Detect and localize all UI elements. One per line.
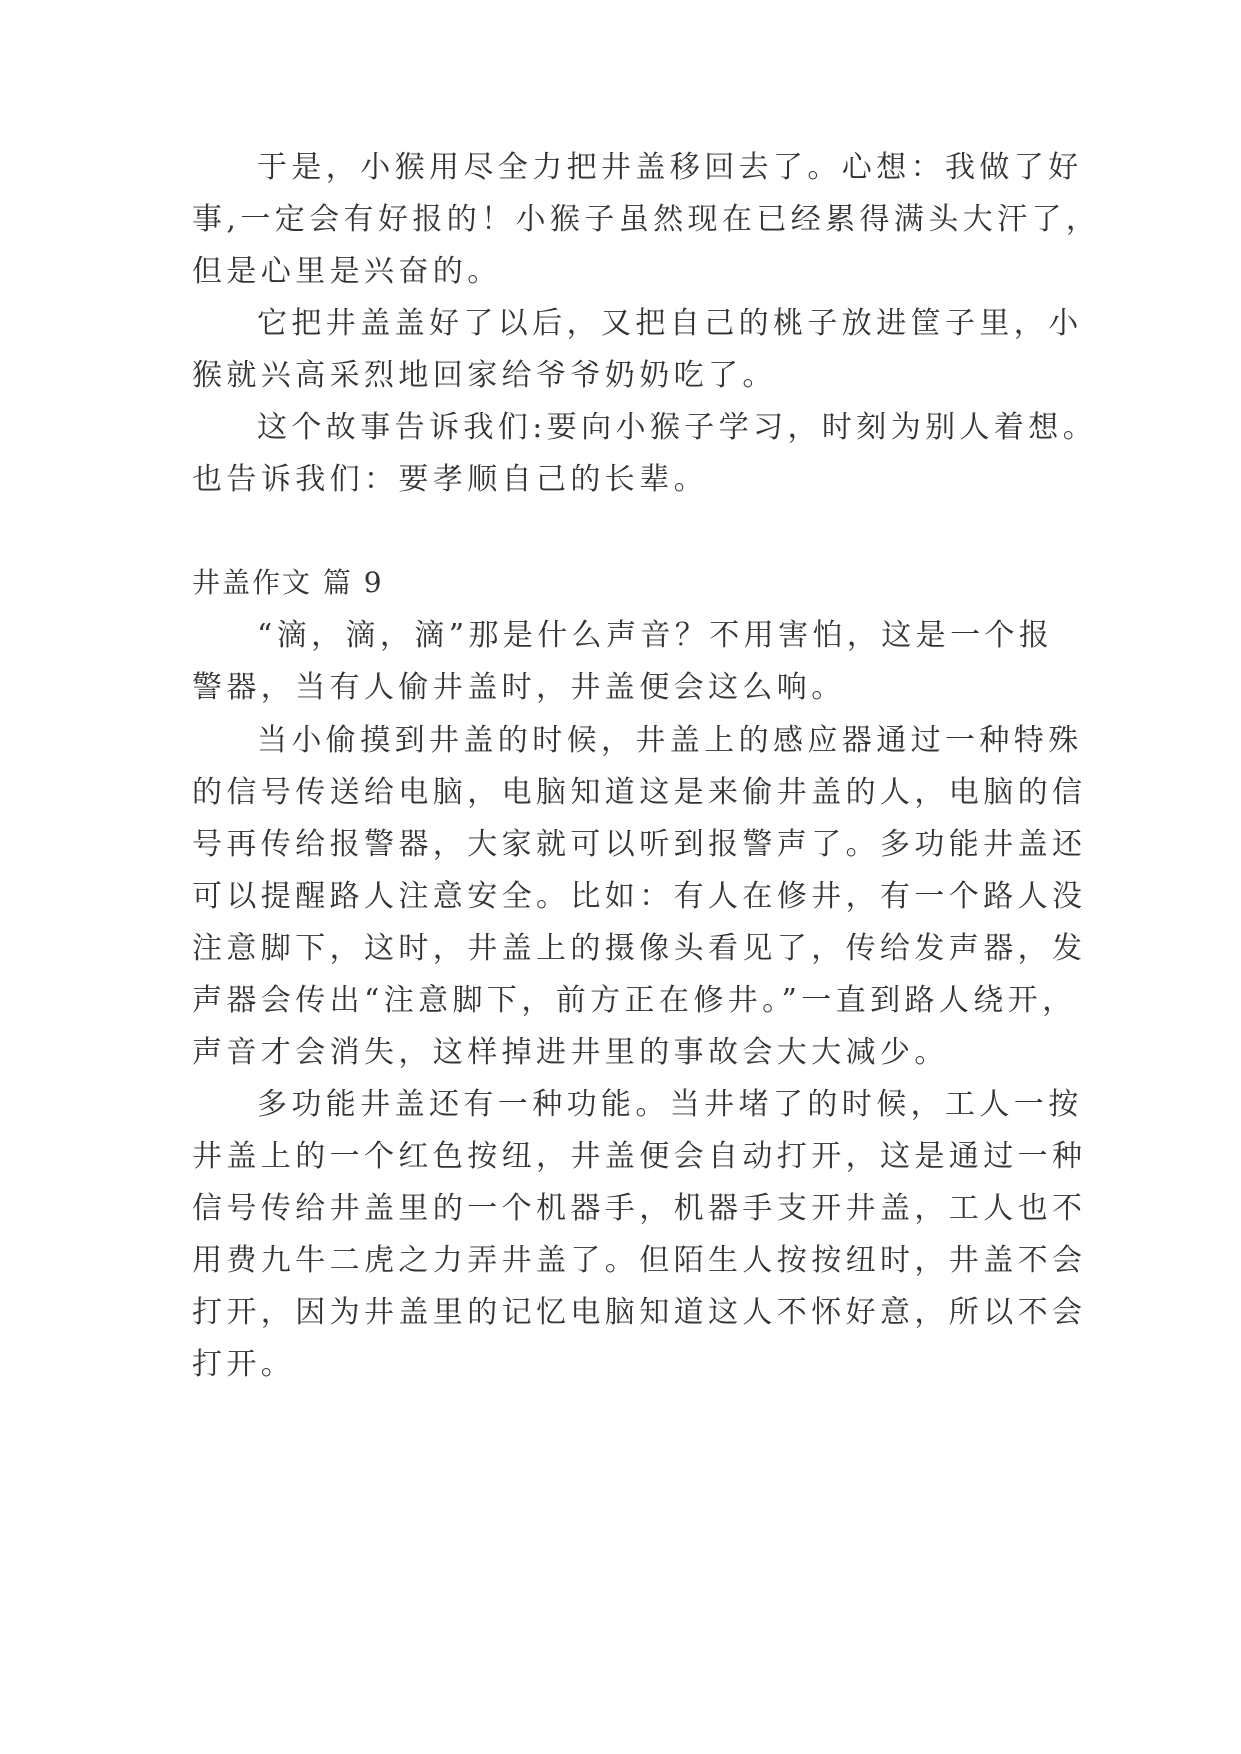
text-line: 猴就兴高采烈地回家给爷爷奶奶吃了。 <box>192 358 777 393</box>
text-line: 注意脚下，这时，井盖上的摄像头看见了，传给发声器，发 <box>192 931 1087 966</box>
section-heading: 井盖作文 篇 9 <box>192 566 384 599</box>
text-line: 这个故事告诉我们:要向小猴子学习，时刻为别人着想。 <box>257 410 1098 445</box>
text-line: 打开，因为井盖里的记忆电脑知道这人不怀好意，所以不会 <box>192 1295 1087 1330</box>
text-line: “滴，滴，滴”那是什么声音？不用害怕，这是一个报 <box>257 618 1054 653</box>
text-line: 井盖上的一个红色按纽，井盖便会自动打开，这是通过一种 <box>192 1139 1087 1174</box>
text-line: 打开。 <box>192 1347 296 1382</box>
text-line: 事,一定会有好报的！小猴子虽然现在已经累得满头大汗了， <box>192 202 1101 237</box>
text-line: 信号传给井盖里的一个机器手，机器手支开井盖，工人也不 <box>192 1191 1087 1226</box>
text-line: 多功能井盖还有一种功能。当井堵了的时候，工人一按 <box>257 1087 1083 1122</box>
text-line: 号再传给报警器，大家就可以听到报警声了。多功能井盖还 <box>192 827 1087 862</box>
text-line: 的信号传送给电脑，电脑知道这是来偷井盖的人，电脑的信 <box>192 775 1087 810</box>
text-line: 可以提醒路人注意安全。比如：有人在修井，有一个路人没 <box>192 879 1087 914</box>
text-line: 但是心里是兴奋的。 <box>192 254 502 289</box>
text-line: 也告诉我们：要孝顺自己的长辈。 <box>192 462 708 497</box>
text-line: 声器会传出“注意脚下，前方正在修井。”一直到路人绕开， <box>192 983 1077 1018</box>
text-line: 声音才会消失，这样掉进井里的事故会大大减少。 <box>192 1035 949 1070</box>
text-line: 警器，当有人偷井盖时，井盖便会这么响。 <box>192 670 846 705</box>
text-line: 当小偷摸到井盖的时候，井盖上的感应器通过一种特殊 <box>257 723 1083 758</box>
text-line: 用费九牛二虎之力弄井盖了。但陌生人按按纽时，井盖不会 <box>192 1243 1087 1278</box>
text-line: 于是，小猴用尽全力把井盖移回去了。心想：我做了好 <box>257 150 1083 185</box>
text-line: 它把井盖盖好了以后，又把自己的桃子放进筐子里，小 <box>257 306 1083 341</box>
